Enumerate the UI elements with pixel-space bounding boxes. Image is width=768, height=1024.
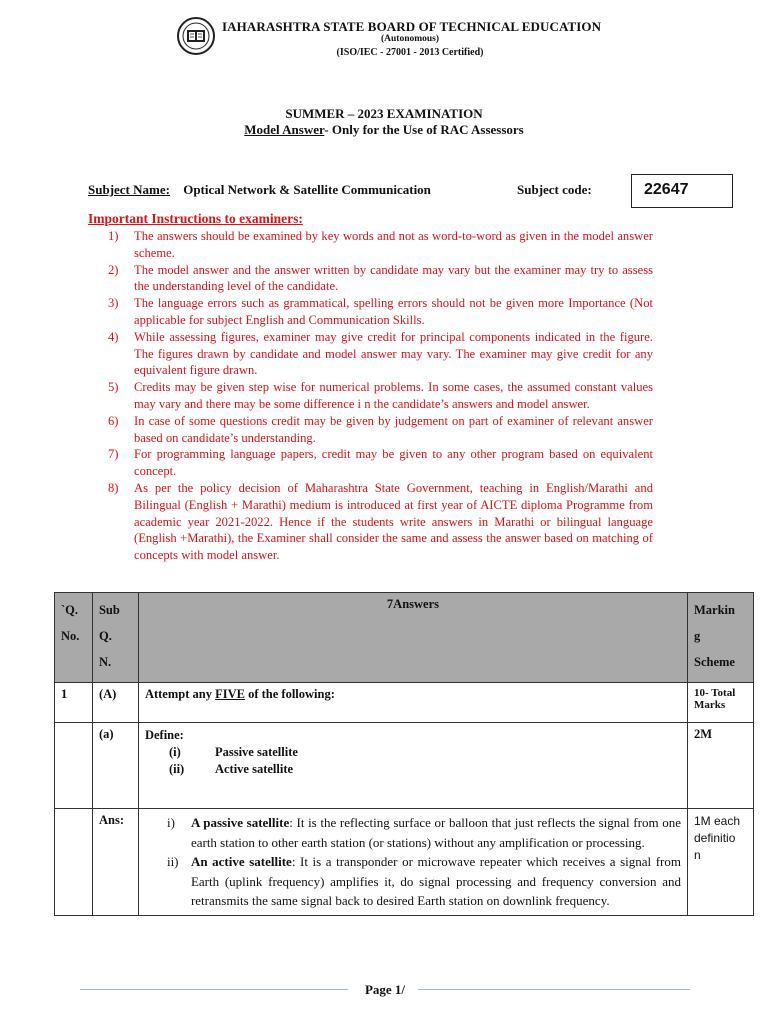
header-marking-scheme: Markin g Scheme bbox=[688, 593, 754, 683]
header-sub-question: Sub Q. N. bbox=[92, 593, 138, 683]
instruction-item: 4) While assessing figures, examiner may give credit for principal components indicated in the figure. The figures drawn by candidate and model answer may vary. The examiner may give credit for any equivalent figure drawn. bbox=[108, 329, 653, 378]
instruction-item: 1) The answers should be examined by key words and not as word-to-word as given in the model answer scheme. bbox=[108, 229, 653, 260]
subject-code-label: Subject code: bbox=[517, 182, 592, 197]
board-name: IAHARASHTRA STATE BOARD OF TECHNICAL EDUCATION bbox=[222, 19, 602, 34]
question-instruction: Attempt any FIVE of the following: bbox=[138, 683, 687, 723]
answer-table bbox=[54, 592, 754, 916]
question-number: 1 bbox=[55, 683, 93, 723]
row-marks: 2M bbox=[688, 723, 754, 809]
page-footer bbox=[80, 982, 690, 998]
subject-name: Optical Network & Satellite Communication bbox=[183, 182, 431, 197]
instruction-item: 8) As per the policy decision of Maharashtra State Government, teaching in English/Marathi and Bilingual (English + Marathi) medium is introduced at first year of AICTE diploma Programme from academic year 2021-2022. Hence if the students write answers in Marathi or bilingual language (English +Marathi), the Examiner shall consider the same and assess the answer based on matching of concepts with model answer. bbox=[108, 480, 653, 563]
header-question-no: `Q. No. bbox=[55, 593, 93, 683]
iso-certification: (ISO/IEC - 27001 - 2013 Certified) bbox=[336, 47, 484, 58]
model-answer-note: - Only for the Use of RAC Assessors bbox=[324, 122, 524, 137]
model-answer-line bbox=[0, 122, 768, 138]
instructions-title: Important Instructions to examiners: bbox=[88, 211, 303, 226]
instruction-item: 3) The language errors such as grammatical, spelling errors should not be given more Importance (Not applicable for subject English and Communication Skills. bbox=[108, 296, 653, 327]
table-row bbox=[55, 723, 754, 809]
question-text: Define: (i) Passive satellite (ii) Active satellite bbox=[138, 723, 687, 809]
instructions-list bbox=[108, 228, 653, 564]
instruction-item: 2) The model answer and the answer written by candidate may vary but the examiner may try to assess the understanding level of the candidate. bbox=[108, 262, 653, 294]
subject-name-line bbox=[88, 182, 431, 198]
answer-label: Ans: bbox=[92, 809, 138, 916]
autonomous-label: (Autonomous) bbox=[380, 34, 440, 44]
table-row bbox=[55, 809, 754, 916]
table-header-row bbox=[55, 593, 754, 683]
instruction-item: 7) For programming language papers, credit may be given to any other program based on equivalent concept. bbox=[108, 447, 653, 479]
exam-title: SUMMER – 2023 EXAMINATION bbox=[285, 106, 483, 121]
subject-name-label: Subject Name: bbox=[88, 182, 170, 197]
model-answer-label: Model Answer bbox=[244, 122, 325, 137]
instruction-item: 6) In case of some questions credit may be given by judgement on part of examiner of relevant answer based on candidate’s understanding. bbox=[108, 413, 653, 445]
answer-text bbox=[138, 809, 687, 916]
page-number: Page 1/ bbox=[364, 982, 406, 997]
table-row bbox=[55, 683, 754, 723]
sub-question: (A) bbox=[92, 683, 138, 723]
empty-cell bbox=[55, 809, 93, 916]
row-marks: 1M each definitio n bbox=[688, 809, 754, 916]
sub-question: (a) bbox=[92, 723, 138, 809]
answer-item: ii) An active satellite: It is a transponder or microwave repeater which receives a signal from Earth (uplink frequency) amplifies it, do signal processing and frequency conversion and retransmits the same signal back to desired Earth station on downlink frequency. bbox=[166, 854, 681, 908]
empty-cell bbox=[55, 723, 93, 809]
header-answers: 7Answers bbox=[138, 593, 687, 683]
instruction-item: 5) Credits may be given step wise for numerical problems. In some cases, the assumed constant values may vary and there may be some difference i n the candidate’s answers and model answer. bbox=[108, 380, 653, 411]
answer-item: i) A passive satellite: It is the reflecting surface or balloon that just reflects the signal from one earth station to other earth station (or stations) without any amplification or processing. bbox=[166, 815, 681, 850]
row-marks: 10- Total Marks bbox=[688, 683, 754, 723]
subject-code-box: 22647 bbox=[631, 174, 733, 208]
document-header bbox=[0, 14, 768, 66]
